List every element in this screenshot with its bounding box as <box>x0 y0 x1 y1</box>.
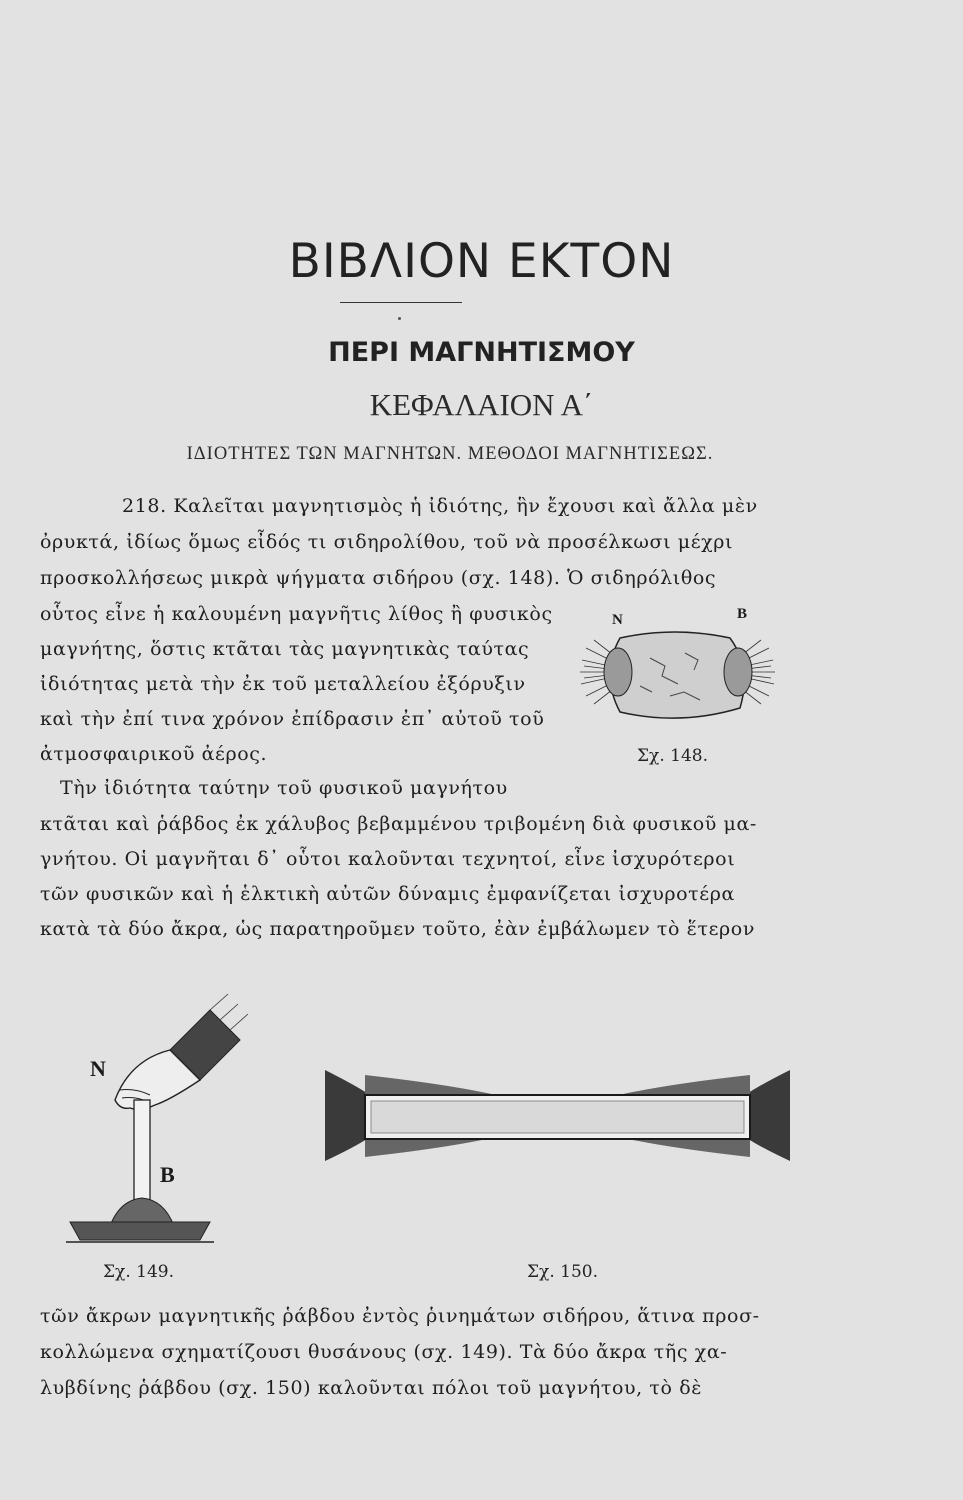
fig148-caption: Σχ. 148. <box>637 746 708 766</box>
chapter-subtitle: ΙΔΙΟΤΗΤΕΣ ΤΩΝ ΜΑΓΝΗΤΩΝ. ΜΕΘΟΔΟΙ ΜΑΓΝΗΤΙΣΕΩΣ. <box>186 444 714 464</box>
title-rule <box>340 302 462 303</box>
fig149-caption: Σχ. 149. <box>103 1262 174 1282</box>
body-line: ὀρυκτά, ἰδίως ὅμως εἶδός τι σιδηρολίθου, τοῦ νὰ προσέλκωσι μέχρι <box>40 531 734 553</box>
fig148-pole-n: N <box>612 612 623 628</box>
chapter-title: ΚΕΦΑΛΑΙΟΝ Α΄ <box>369 387 594 422</box>
fig149-pole-n: N <box>90 1056 106 1081</box>
lodestone-figure <box>580 608 775 743</box>
body-line: ἀτμοσφαιρικοῦ ἀέρος. <box>40 743 268 765</box>
body-line: τῶν ἄκρων μαγνητικῆς ῥάβδου ἐντὸς ῥινημάτων σιδήρου, ἅτινα προσ- <box>40 1305 760 1327</box>
body-line: ἰδιότητας μετὰ τὴν ἐκ τοῦ μεταλλείου ἐξόρυξιν <box>40 673 526 695</box>
body-line: καὶ τὴν ἐπί τινα χρόνον ἐπίδρασιν ἐπ᾽ αὐτοῦ τοῦ <box>40 708 545 730</box>
magnet-rod-figure <box>60 990 260 1255</box>
bar-magnet-figure <box>325 1055 790 1175</box>
body-line: κολλώμενα σχηματίζουσι θυσάνους (σχ. 149). Τὰ δύο ἄκρα τῆς χα- <box>40 1341 728 1363</box>
book-title: ΒΙΒΛΙΟΝ ΕΚΤΟΝ <box>288 234 675 289</box>
body-line: κτᾶται καὶ ῥάβδος ἐκ χάλυβος βεβαμμένου τριβομένη διὰ φυσικοῦ μα- <box>40 813 757 835</box>
fig150-caption: Σχ. 150. <box>527 1262 598 1282</box>
body-line: προσκολλήσεως μικρὰ ψήγματα σιδήρου (σχ. 148). Ὁ σιδηρόλιθος <box>40 567 717 589</box>
title-rule-dot <box>398 317 401 320</box>
fig148-pole-b: B <box>737 606 748 622</box>
body-line: τῶν φυσικῶν καὶ ἡ ἑλκτικὴ αὐτῶν δύναμις ἐμφανίζεται ἰσχυροτέρα <box>40 883 735 905</box>
fig149-pole-b: B <box>160 1162 175 1187</box>
part-title: ΠΕΡΙ ΜΑΓΝΗΤΙΣΜΟΥ <box>328 337 635 368</box>
body-line: λυβδίνης ῥάβδου (σχ. 150) καλοῦνται πόλοι τοῦ μαγνήτου, τὸ δὲ <box>40 1377 703 1399</box>
body-line: μαγνήτης, ὅστις κτᾶται τὰς μαγνητικὰς ταύτας <box>40 638 530 660</box>
body-line: γνήτου. Οἱ μαγνῆται δ᾽ οὗτοι καλοῦνται τεχνητοί, εἶνε ἰσχυρότεροι <box>40 848 736 870</box>
body-line: Τὴν ἰδιότητα ταύτην τοῦ φυσικοῦ μαγνήτου <box>60 777 508 799</box>
body-line: κατὰ τὰ δύο ἄκρα, ὡς παρατηροῦμεν τοῦτο, ἐὰν ἐμβάλωμεν τὸ ἕτερον <box>40 918 755 940</box>
body-line: οὗτος εἶνε ἡ καλουμένη μαγνῆτις λίθος ἢ φυσικὸς <box>40 603 553 625</box>
body-line: 218. Καλεῖται μαγνητισμὸς ἡ ἰδιότης, ἣν ἔχουσι καὶ ἄλλα μὲν <box>122 495 758 517</box>
